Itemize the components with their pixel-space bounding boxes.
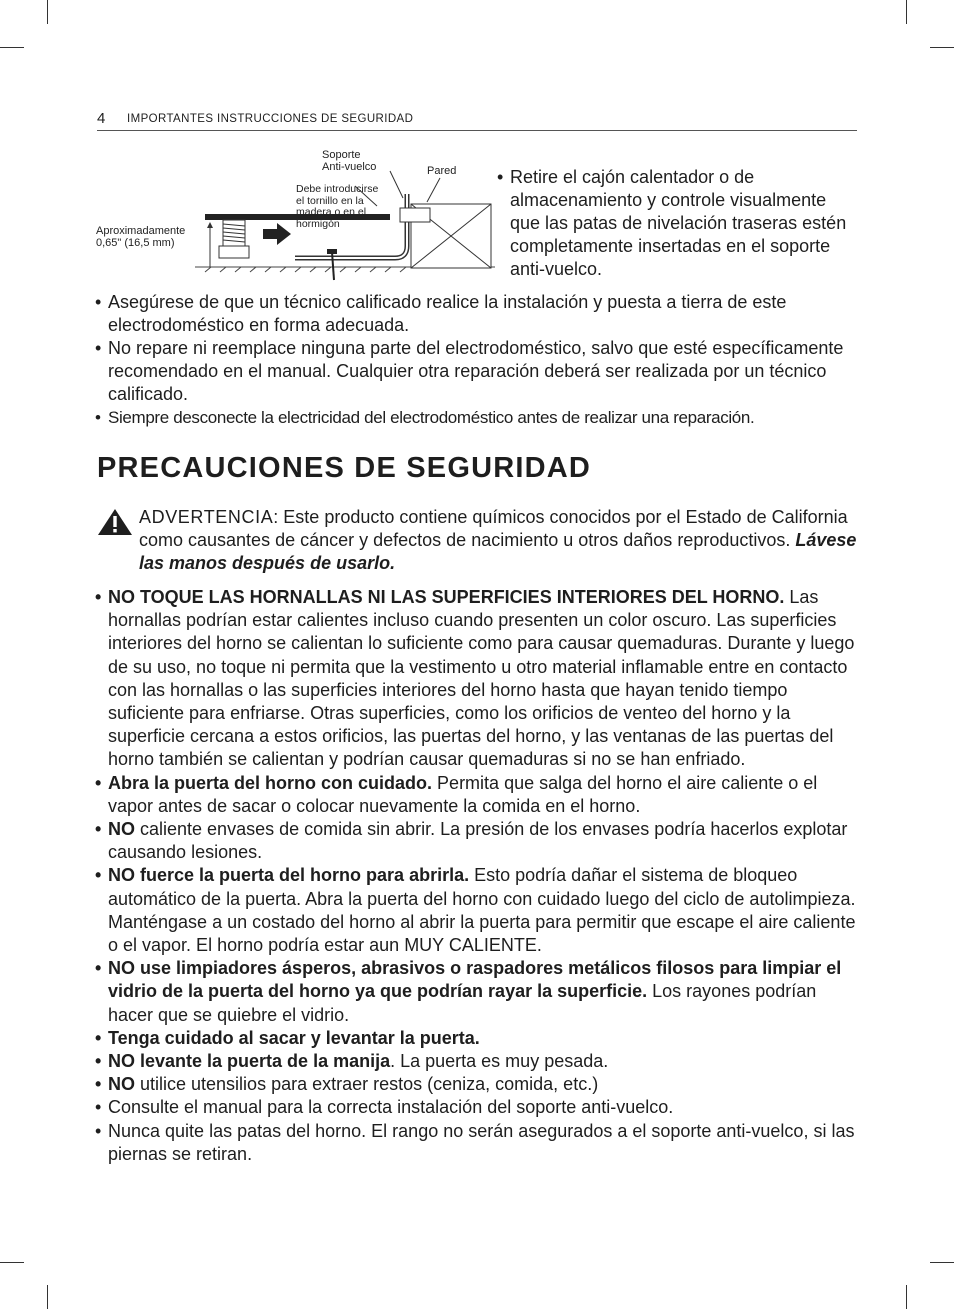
section-heading: PRECAUCIONES DE SEGURIDAD — [97, 452, 592, 484]
bullet-dot: • — [497, 167, 504, 187]
bullet-dot: • — [95, 587, 102, 607]
page-number: 4 — [97, 110, 106, 127]
drawer-check-bullet — [497, 166, 859, 281]
section-title: IMPORTANTES INSTRUCCIONES DE SEGURIDAD — [127, 113, 414, 125]
screw-label: Debe introducirse el tornillo en la madera o en el hormigón — [296, 183, 379, 230]
crop-mark — [906, 0, 907, 24]
bullet-dot: • — [95, 958, 102, 979]
crop-mark — [0, 1262, 24, 1263]
crop-mark — [47, 1285, 48, 1309]
bullet-dot: • — [95, 1051, 102, 1072]
bullet-text: Los rayones podrían hacer que se quiebre el vidrio. — [108, 981, 817, 1025]
bullet-dot: • — [95, 1097, 102, 1118]
height-label: Aproximadamente 0,65" (16,5 mm) — [96, 225, 186, 249]
list-item — [95, 864, 863, 957]
bullet-dot: • — [95, 819, 102, 840]
bullet-text: Las hornallas podrían estar calientes incluso cuando presenten un color oscuro. Las superficies interiores del horno se calientan lo suficiente como para causar quemaduras. Durante y luego de su uso, no toque ni permita que la vestimento u otro material inflamable entre en contacto con las hornallas o las superficies interiores del horno hasta que hayan tenido tiempo suficiente para enfriarse. Otras superficies, como los orificios de venteo del horno y la superficie cercana a estos orificios, las puertas del horno, y las ventanas de las puertas del horno también se calientan y podrían causar quemaduras si no se han enfriado. — [108, 587, 855, 770]
bullet-dot: • — [95, 1027, 102, 1048]
bullet-text: Consulte el manual para la correcta instalación del soporte anti-vuelco. — [108, 1097, 674, 1118]
bullet-text: Siempre desconecte la electricidad del electrodoméstico antes de realizar una reparación. — [108, 408, 755, 427]
bullet-dot: • — [95, 292, 102, 312]
warning-emphasis: Lávese las manos después de usarlo. — [139, 530, 857, 573]
bullet-dot: • — [95, 1074, 102, 1095]
bullet-bold: Abra la puerta del horno con cuidado. — [108, 772, 433, 793]
list-item — [95, 406, 863, 429]
list-item — [95, 1027, 863, 1050]
list-item — [95, 772, 863, 818]
bullet-bold: NO use limpiadores ásperos, abrasivos o raspadores metálicos filosos para limpiar el vidrio de la puerta del horno ya que podrían rayar la superficie. — [108, 958, 842, 1002]
bullet-text: caliente envases de comida sin abrir. La presión de los envases podría hacerlos explotar causando lesiones. — [108, 819, 848, 863]
list-item — [95, 818, 863, 864]
list-item — [95, 337, 863, 406]
crop-mark — [47, 0, 48, 24]
crop-mark — [930, 47, 954, 48]
bullet-text: No repare ni reemplace ninguna parte del electrodoméstico, salvo que esté específicamente recomendado en el manual. Cualquier otra reparación deberá ser realizada por un técnico calificado. — [108, 338, 844, 404]
bullet-text: Esto podría dañar el sistema de bloqueo automático de la puerta. Abra la puerta del horno con cuidado luego del ciclo de autolimpieza. Manténgase a un costado del horno al abrir la puerta para permitir que escape el aire caliente o el vapor. El horno podría estar aun MUY CALIENTE. — [108, 865, 856, 956]
warning-label: ADVERTENCIA — [139, 507, 274, 527]
list-item — [95, 586, 863, 772]
page-header — [97, 110, 857, 131]
list-item — [95, 1120, 863, 1166]
bullet-dot: • — [95, 338, 102, 358]
bullet-text: Nunca quite las patas del horno. El rango no serán asegurados a el soporte anti-vuelco, si las piernas se retiran. — [108, 1120, 855, 1164]
warning-icon — [97, 508, 133, 536]
bullet-dot: • — [95, 772, 102, 793]
list-item — [95, 957, 863, 1027]
bullet-dot: • — [95, 865, 102, 886]
bullet-dot: • — [95, 408, 101, 427]
list-item — [95, 291, 863, 337]
anti-tip-diagram — [95, 146, 495, 281]
list-item — [95, 1050, 863, 1073]
installation-bullet-list — [95, 291, 863, 429]
bullet-bold: NO — [108, 819, 135, 840]
bullet-text: Retire el cajón calentador o de almacenamiento y controle visualmente que las patas de nivelación traseras estén completamente insertadas en el soporte anti-vuelco. — [510, 167, 847, 279]
crop-mark — [0, 47, 24, 48]
bullet-text: Permita que salga del horno el aire caliente o el vapor antes de sacar o colocar nuevamente la comida en el horno. — [108, 772, 818, 816]
crop-mark — [930, 1262, 954, 1263]
bullet-bold: NO fuerce la puerta del horno para abrirla. — [108, 865, 470, 886]
list-item — [95, 1073, 863, 1096]
warning-body: : Este producto contiene químicos conocidos por el Estado de California como causantes de cáncer y defectos de nacimiento u otros daños reproductivos. — [139, 507, 848, 550]
bullet-bold: NO — [108, 1074, 135, 1095]
bullet-bold: Tenga cuidado al sacar y levantar la puerta. — [108, 1027, 480, 1048]
bullet-bold: NO TOQUE LAS HORNALLAS NI LAS SUPERFICIES INTERIORES DEL HORNO. — [108, 587, 785, 607]
bullet-bold: NO levante la puerta de la manija — [108, 1051, 391, 1072]
bullet-text: Asegúrese de que un técnico calificado realice la instalación y puesta a tierra de este electrodoméstico en forma adecuada. — [108, 292, 787, 335]
crop-mark — [906, 1285, 907, 1309]
bullet-text: . La puerta es muy pesada. — [390, 1051, 609, 1072]
warning-text — [139, 506, 865, 575]
bullet-dot: • — [95, 1120, 102, 1141]
bracket-label: Soporte Anti-vuelco — [322, 149, 377, 173]
warning-block — [97, 506, 865, 575]
safety-bullet-list — [95, 586, 863, 1166]
wall-label: Pared — [427, 165, 457, 177]
list-item — [95, 1096, 863, 1119]
bullet-text: utilice utensilios para extraer restos (ceniza, comida, etc.) — [135, 1074, 599, 1095]
